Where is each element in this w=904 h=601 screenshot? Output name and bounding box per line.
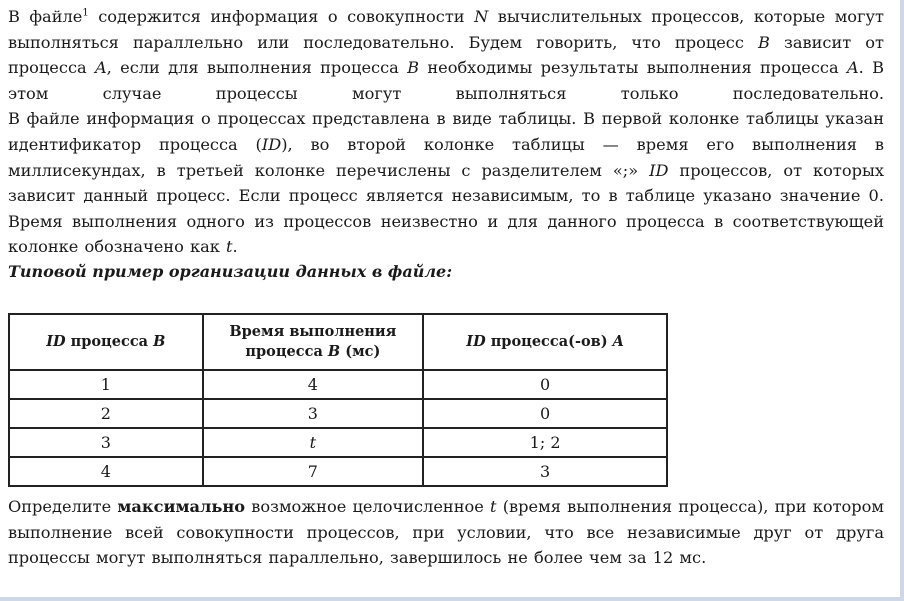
var-t: t [226, 237, 233, 257]
cell-id: 1 [9, 370, 203, 399]
var-b: B [758, 32, 770, 52]
cell-id: 3 [9, 428, 203, 457]
cell-id: 4 [9, 457, 203, 486]
var-a: A [94, 58, 107, 78]
cell-time: 7 [203, 457, 424, 486]
cell-time: t [203, 428, 424, 457]
text: процессов, от которых зависит данный процесс. Если процесс является независимым, то в таблице указано значение 0. Время выполнения одного из процессов неизвестно и для данного процесса в соответствующей колонке обозначено как [8, 160, 884, 257]
text: возможное целочисленное [245, 497, 491, 516]
table-row [9, 428, 667, 457]
text: необходимы результаты выполнения процесса [419, 58, 847, 78]
table-row [9, 399, 667, 428]
header-process-a: ID процесса(-ов) A [423, 314, 667, 370]
table-header-row [9, 314, 667, 370]
var-a: A [846, 58, 859, 78]
header-execution-time: Время выполнения процесса B (мс) [203, 314, 424, 370]
var-id: ID [261, 134, 282, 154]
emphasis: максимально [117, 497, 246, 516]
text: . В этом случае процессы могут выполняться только последовательно. [8, 58, 884, 103]
table-caption: Типовой пример организации данных в файле: [8, 261, 453, 281]
var-b: B [407, 58, 420, 78]
var-n: N [474, 7, 489, 26]
text: (время выполнения процесса), при котором выполнение всей совокупности процессов, при условии, что все независимые друг от друга процессы могут выполняться параллельно, завершилось не более чем за 12 мс. [8, 497, 884, 568]
var-id: ID [649, 160, 669, 180]
cell-time: 3 [203, 399, 424, 428]
text: зависит от процесса [8, 32, 885, 78]
bottom-edge [0, 597, 904, 601]
cell-deps: 1; 2 [423, 428, 667, 457]
text: вычислительных процессов, которые могут выполняться параллельно или последовательно. Будем говорить, что процесс [8, 7, 885, 52]
footnote-mark: 1 [82, 7, 89, 19]
format-paragraph [8, 106, 884, 260]
cell-id: 2 [9, 399, 203, 428]
process-table [8, 313, 668, 487]
table-row [9, 370, 667, 399]
var-t: t [490, 497, 497, 516]
right-edge [900, 0, 904, 601]
cell-deps: 3 [423, 457, 667, 486]
question-paragraph [8, 494, 884, 571]
text: ), во второй колонке таблицы — время его выполнения в миллисекундах, в третьей колонке перечислены с разделителем «;» [8, 134, 884, 180]
cell-deps: 0 [423, 370, 667, 399]
text: Определите [8, 497, 118, 516]
text: , если для выполнения процесса [106, 58, 408, 78]
text: . [232, 237, 238, 257]
intro-paragraph [8, 4, 884, 106]
header-process-b: ID процесса B [9, 314, 203, 370]
text: В файле информация о процессах представлена в виде таблицы. В первой колонке таблицы указан идентификатор процесса ( [8, 109, 884, 154]
text: В файле [8, 7, 83, 26]
table-row [9, 457, 667, 486]
cell-deps: 0 [423, 399, 667, 428]
text: содержится информация о совокупности [88, 7, 475, 26]
cell-time: 4 [203, 370, 424, 399]
document-page [8, 4, 884, 284]
question-block [8, 494, 884, 571]
